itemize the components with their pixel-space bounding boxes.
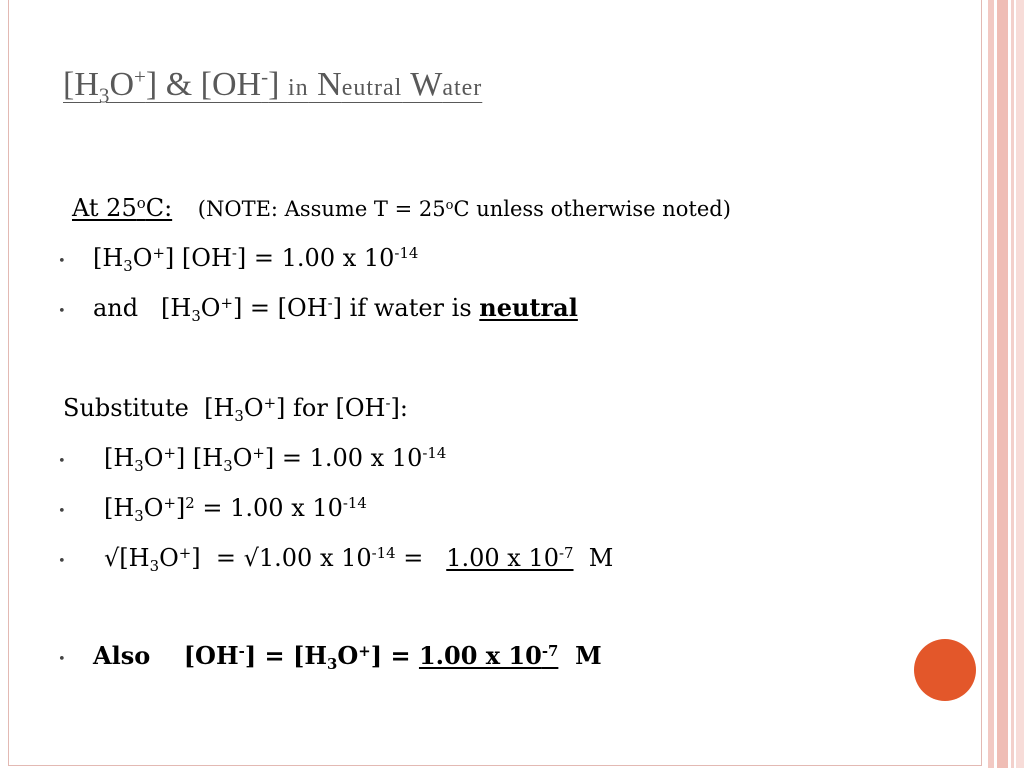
neutral-emphasis: neutral	[479, 293, 578, 322]
bullet-icon: •	[58, 254, 66, 269]
bullet-icon: •	[58, 304, 66, 319]
bullet-icon: •	[58, 504, 66, 519]
equation-line-1: $[H_3O^+] [OH^-] = 1.00$ x $10^{-14}$	[93, 243, 419, 276]
decor-stripe	[1016, 0, 1024, 768]
decor-orange-circle	[914, 639, 976, 701]
equation-line-4: $[H_3O^+] [H_3O^+] = 1.00$ x $10^{-14}$	[104, 443, 447, 476]
bullet-icon: •	[58, 454, 66, 469]
answer-h3o: 1.00 x $10^{-7}$	[446, 543, 574, 572]
decor-stripe	[997, 0, 1008, 768]
equation-line-2: and $[H_3O^+] = [OH^-]$ if water is neutral	[93, 293, 578, 326]
decor-stripe	[1011, 0, 1014, 768]
answer-oh: 1.00 x $10^{-7}$	[418, 641, 559, 670]
equation-line-7: Also $[OH^-] = [H_3O^+] = 1.00$ x $10^{-7}$ M	[93, 641, 602, 674]
decor-stripe	[988, 0, 994, 768]
slide-title: $[H_3O^+]$ & [OH-] in Neutral Water	[63, 64, 483, 108]
bullet-icon: •	[58, 652, 66, 667]
bullet-icon: •	[58, 554, 66, 569]
equation-line-5: $[H_3O^+]^2 = 1.00$ x $10^{-14}$	[104, 493, 367, 526]
equation-line-6: $√[H_3O^+] = √1.00$ x $10^{-14} = 1.00$ x $10^{-7}$ M	[104, 543, 614, 576]
substitute-line: Substitute $[H_3O^+]$ for [OH-]:	[63, 393, 408, 426]
at25-line: At 25$^o$C: (NOTE: Assume $T = 25^oC$ unless otherwise noted)	[72, 193, 731, 222]
